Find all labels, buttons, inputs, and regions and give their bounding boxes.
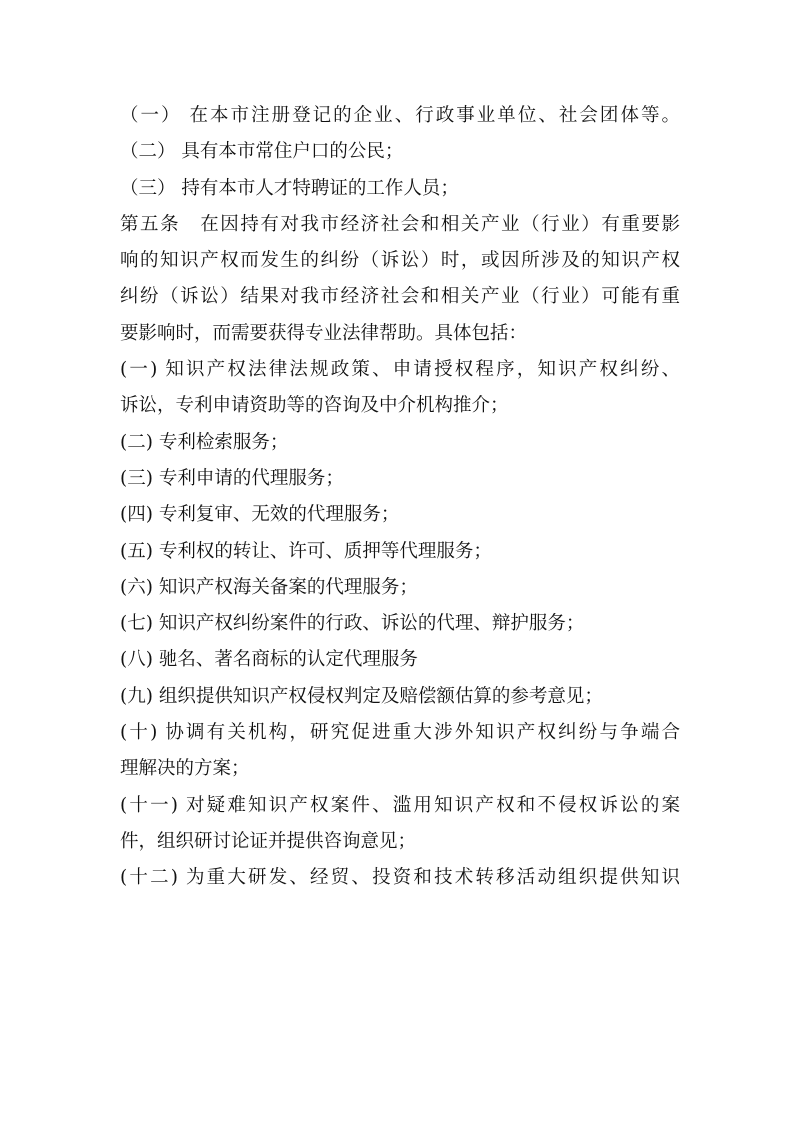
text-line: （二） 具有本市常住户口的公民； [120,141,404,163]
text-line: 理解决的方案； [120,758,250,780]
text-line: (十) 协调有关机构，研究促进重大涉外知识产权纠纷与争端合 [120,722,680,744]
text-line: (十一) 对疑难知识产权案件、滥用知识产权和不侵权诉讼的案 [120,794,680,816]
text-line: 要影响时，而需要获得专业法律帮助。具体包括： [120,322,528,344]
document-body [120,98,680,897]
text-line: 纠纷（诉讼）结果对我市经济社会和相关产业（行业）可能有重 [120,286,680,308]
text-line: (二) 专利检索服务； [120,431,289,453]
text-line: (八) 驰名、著名商标的认定代理服务 [120,649,418,671]
text-line: 诉讼，专利申请资助等的咨询及中介机构推介； [120,395,509,417]
text-line: (六) 知识产权海关备案的代理服务； [120,576,418,598]
text-line: (三) 专利申请的代理服务； [120,467,344,489]
text-line: (一) 知识产权法律法规政策、申请授权程序，知识产权纠纷、 [120,359,680,381]
text-line: （一） 在本市注册登记的企业、行政事业单位、社会团体等。 [120,105,680,126]
text-line: (九) 组织提供知识产权侵权判定及赔偿额估算的参考意见； [120,685,603,707]
text-line: (五) 专利权的转让、许可、质押等代理服务； [120,540,492,562]
text-line: (十二) 为重大研发、经贸、投资和技术转移活动组织提供知识 [120,867,680,889]
text-line: (四) 专利复审、无效的代理服务； [120,504,400,526]
text-line: (七) 知识产权纠纷案件的行政、诉讼的代理、辩护服务； [120,613,585,635]
text-line: 响的知识产权而发生的纠纷（诉讼）时，或因所涉及的知识产权 [120,250,680,272]
text-line: 件，组织研讨论证并提供咨询意见； [120,830,417,852]
text-line: 第五条 在因持有对我市经济社会和相关产业（行业）有重要影 [120,213,680,235]
text-line: （三） 持有本市人才特聘证的工作人员； [120,177,459,199]
